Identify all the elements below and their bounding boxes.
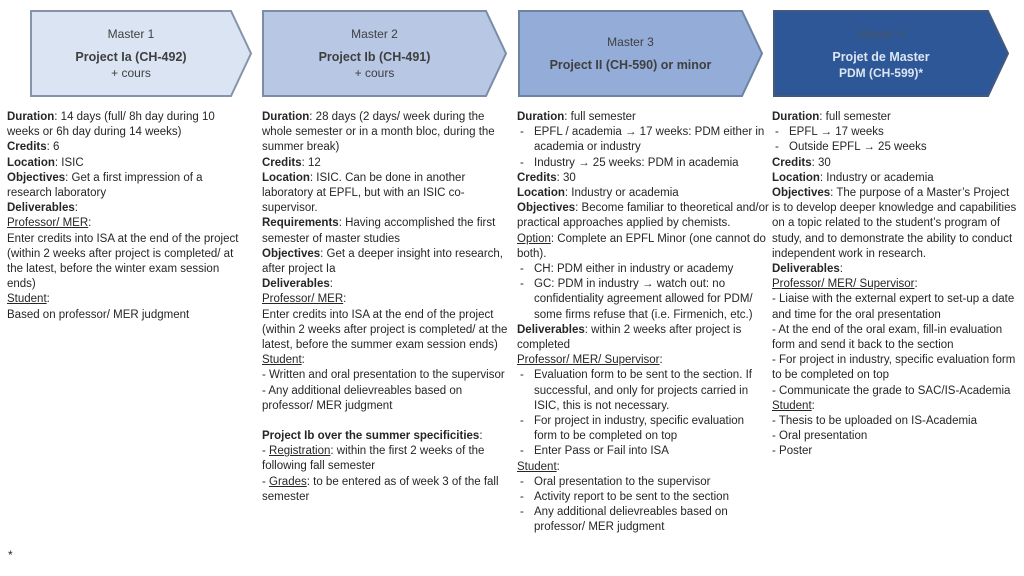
paragraph: - At the end of the oral exam, fill-in evaluation form and send it back to the section xyxy=(772,323,1003,352)
column-master-2-details xyxy=(262,110,512,505)
paragraph: - Poster xyxy=(772,445,813,458)
list-item: - Any additional delievreables based on professor/ MER judgment xyxy=(520,506,728,534)
banner-step-label: Master 4 xyxy=(857,26,905,41)
paragraph: Student: xyxy=(517,460,560,473)
banner-project-title: Project Ia (CH-492) xyxy=(75,49,187,64)
bullet-dash: - xyxy=(520,506,524,519)
paragraph: - Written and oral presentation to the supervisor xyxy=(262,369,505,382)
paragraph: - Oral presentation xyxy=(772,430,868,443)
banner-step-label: Master 1 xyxy=(107,26,155,41)
paragraph: - For project in industry, specific evaluation form to be completed on top xyxy=(772,354,1016,382)
spacer xyxy=(262,414,512,429)
paragraph: Professor/ MER/ Supervisor: xyxy=(517,354,663,367)
list-item: - Industry → 25 weeks: PDM in academia xyxy=(517,156,769,171)
paragraph: - Registration: within the first 2 weeks of the following fall semester xyxy=(262,445,485,473)
banner-text xyxy=(262,10,487,97)
paragraph: Location: Industry or academia xyxy=(517,187,679,200)
paragraph: Location: ISIC. Can be done in another laboratory at EPFL, but with an ISIC co-supervisor. xyxy=(262,171,466,215)
paragraph: Deliverables: xyxy=(7,202,78,215)
bullet-dash: - xyxy=(775,126,779,139)
banner-step-label: Master 3 xyxy=(607,34,654,49)
bullet-dash: - xyxy=(520,415,524,428)
bullet-dash: - xyxy=(520,445,524,458)
paragraph: - Grades: to be entered as of week 3 of the fall semester xyxy=(262,475,499,503)
banner-text xyxy=(773,10,989,97)
paragraph: Credits: 6 xyxy=(7,141,60,154)
paragraph: Location: Industry or academia xyxy=(772,171,934,184)
paragraph: Student: xyxy=(7,293,50,306)
bullet-dash: - xyxy=(775,141,779,154)
list-item: - Outside EPFL → 25 weeks xyxy=(772,140,1020,155)
banner-text xyxy=(30,10,232,97)
paragraph: Student: xyxy=(772,399,815,412)
paragraph: Location: ISIC xyxy=(7,156,84,169)
paragraph: Project Ib over the summer specificities: xyxy=(262,430,483,443)
paragraph: Enter credits into ISA at the end of the project (within 2 weeks after project is completed/ at the latest, before the winter exam session ends) xyxy=(7,232,239,291)
list-item: - GC: PDM in industry → watch out: no confidentiality agreement allowed for PDM/ some firms refuse that (i.e. Firmenich, etc.) xyxy=(520,278,753,321)
paragraph: Objectives: The purpose of a Master’s Project is to develop deeper knowledge and capabilities on a topic related to the student’s program of study, and to demonstrate the ability to conduct independent work in research. xyxy=(772,187,1017,260)
paragraph: Professor/ MER: xyxy=(262,293,347,306)
banner-project-title: Projet de Master xyxy=(832,49,930,64)
bullet-dash: - xyxy=(520,475,524,488)
banner-subtitle: PDM (CH-599)* xyxy=(838,65,923,80)
paragraph: - Liaise with the external expert to set-up a date and time for the oral presentation xyxy=(772,293,1015,321)
paragraph: Duration: full semester xyxy=(517,111,636,123)
bullet-dash: - xyxy=(520,491,524,504)
process-arrow-master-2 xyxy=(262,10,507,97)
column-master-3-details xyxy=(517,110,769,536)
paragraph: Requirements: Having accomplished the first semester of master studies xyxy=(262,217,496,245)
banner-project-title: Project Ib (CH-491) xyxy=(318,49,431,64)
bullet-dash: - xyxy=(520,126,524,139)
paragraph: Based on professor/ MER judgment xyxy=(7,308,190,321)
list-item: - CH: PDM either in industry or academy xyxy=(517,262,769,277)
banner-text xyxy=(518,10,743,97)
banner-subtitle: + cours xyxy=(111,65,151,80)
paragraph: Deliverables: within 2 weeks after project is completed xyxy=(517,323,742,352)
bullet-dash: - xyxy=(520,156,524,169)
bullet-dash: - xyxy=(520,369,524,382)
paragraph: Deliverables: xyxy=(772,263,843,276)
paragraph: Duration: full semester xyxy=(772,111,891,123)
paragraph: Credits: 30 xyxy=(772,156,831,169)
list-item: - Enter Pass or Fail into ISA xyxy=(517,444,769,459)
list-item: - Oral presentation to the supervisor xyxy=(517,475,769,490)
list-item: - EPFL → 17 weeks xyxy=(772,125,1020,140)
process-arrow-master-4 xyxy=(773,10,1009,97)
paragraph: Credits: 30 xyxy=(517,171,576,184)
column-master-4-details xyxy=(772,110,1020,460)
paragraph: - Communicate the grade to SAC/IS-Academia xyxy=(772,384,1011,397)
banner-project-title: Project II (CH-590) or minor xyxy=(549,57,712,72)
list-item: - EPFL / academia → 17 weeks: PDM either in academia or industry xyxy=(520,126,765,154)
process-arrow-master-3 xyxy=(518,10,763,97)
paragraph: Objectives: Get a deeper insight into research, after project Ia xyxy=(262,247,503,276)
column-master-1-details xyxy=(7,110,248,323)
paragraph: Duration: 28 days (2 days/ week during the whole semester or in a month bloc, during the summer break) xyxy=(262,111,495,154)
paragraph: - Thesis to be uploaded on IS-Academia xyxy=(772,415,977,428)
paragraph: Option: Complete an EPFL Minor (one cannot do both). xyxy=(517,232,766,260)
process-arrow-master-1 xyxy=(30,10,252,97)
list-item: - Evaluation form to be sent to the section. If successful, and only for projects carried in ISIC, this is not necessary. xyxy=(520,369,752,412)
paragraph: Deliverables: xyxy=(262,278,333,291)
bullet-dash: - xyxy=(520,263,524,276)
banner-subtitle: + cours xyxy=(354,65,395,80)
paragraph: Professor/ MER: xyxy=(7,217,92,230)
paragraph: Objectives: Become familiar to theoretical and/or practical approaches applied by chemists. xyxy=(517,202,769,230)
footnote-asterisk: * xyxy=(8,548,13,562)
paragraph: Enter credits into ISA at the end of the project (within 2 weeks after project is completed/ at the latest, before the summer exam session ends) xyxy=(262,308,508,352)
paragraph: Duration: 14 days (full/ 8h day during 10 weeks or 6h day during 14 weeks) xyxy=(7,111,215,139)
paragraph: Credits: 12 xyxy=(262,156,321,169)
banner-step-label: Master 2 xyxy=(351,26,398,41)
paragraph: Professor/ MER/ Supervisor: xyxy=(772,278,918,291)
paragraph: - Any additional delievreables based on professor/ MER judgment xyxy=(262,384,463,412)
list-item: - Activity report to be sent to the section xyxy=(517,490,769,505)
bullet-dash: - xyxy=(520,278,524,291)
paragraph: Student: xyxy=(262,354,305,367)
paragraph: Objectives: Get a first impression of a research laboratory xyxy=(7,171,203,200)
list-item: - For project in industry, specific evaluation form to be completed on top xyxy=(520,415,745,443)
